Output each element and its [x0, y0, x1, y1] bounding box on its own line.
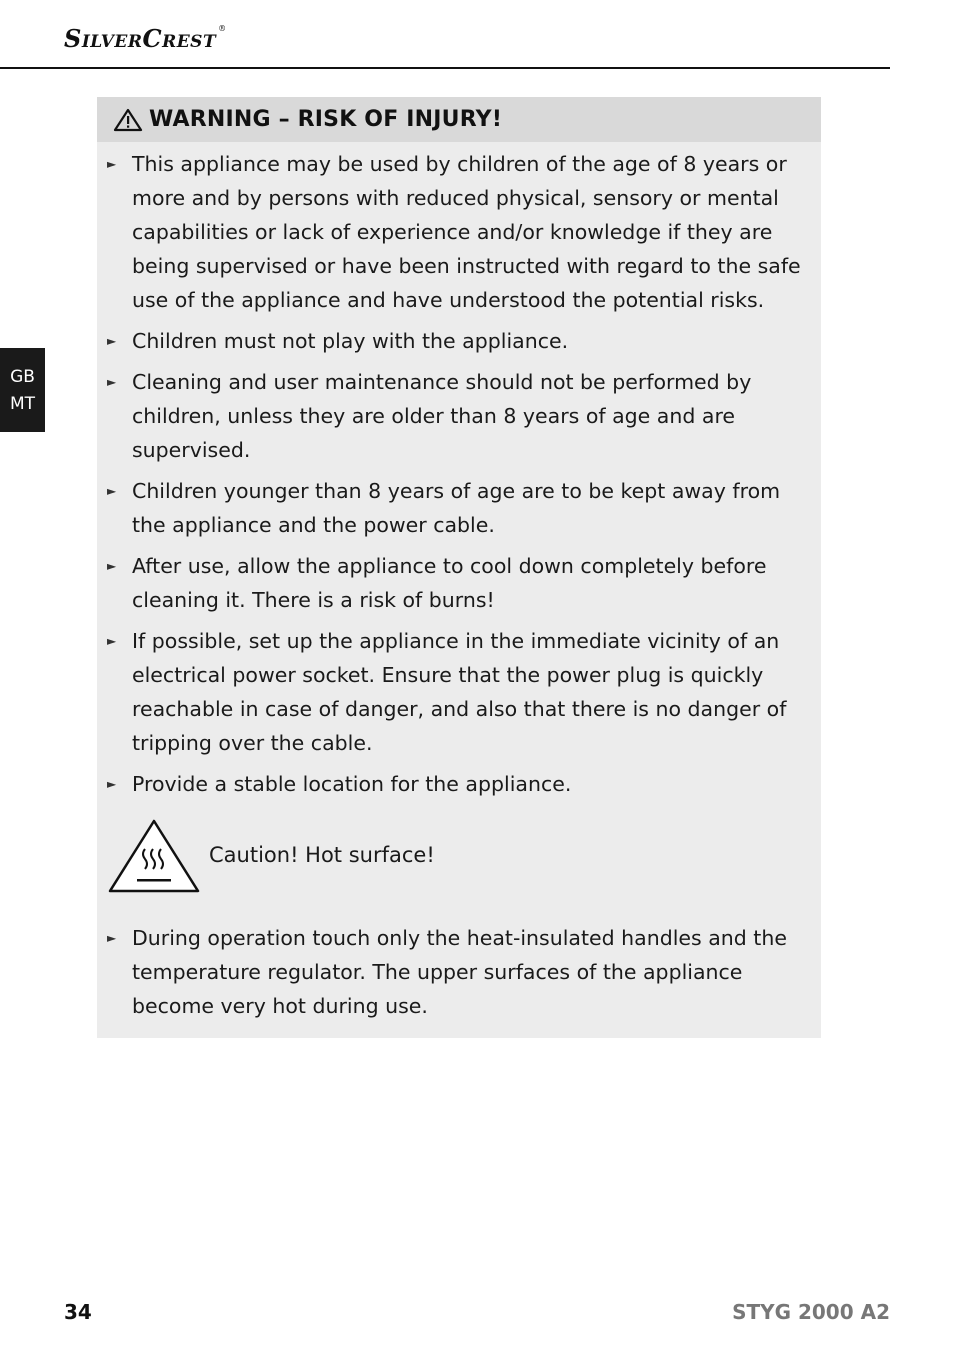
warning-header	[97, 97, 821, 142]
bullet-arrow-icon: ►	[107, 777, 117, 791]
registered-mark: ®	[218, 24, 227, 33]
list-item-text: Provide a stable location for the appliance.	[132, 772, 572, 796]
list-item	[97, 474, 821, 542]
bullet-arrow-icon: ►	[107, 634, 117, 648]
bullet-arrow-icon: ►	[107, 559, 117, 573]
hot-surface-icon	[107, 819, 201, 893]
list-item	[97, 767, 821, 801]
list-item-text: Cleaning and user maintenance should not be performed by children, unless they are older than 8 years of age and are supervised.	[132, 370, 752, 462]
list-item-text: If possible, set up the appliance in the immediate vicinity of an electrical power socket. Ensure that the power plug is quickly reachable in case of danger, and also that there is no danger of tripping over the cable.	[132, 629, 787, 755]
list-item	[97, 324, 821, 358]
warning-list	[97, 147, 821, 808]
brand-logo	[64, 24, 227, 53]
list-item-text: During operation touch only the heat-insulated handles and the temperature regulator. The upper surfaces of the appliance become very hot during use.	[132, 926, 787, 1018]
list-item-text: Children must not play with the appliance.	[132, 329, 569, 353]
caution-text: Caution! Hot surface!	[209, 843, 435, 867]
language-tab-mt: MT	[9, 394, 36, 414]
list-item	[97, 365, 821, 467]
bullet-arrow-icon: ►	[107, 375, 117, 389]
list-item	[97, 147, 821, 317]
header-rule	[0, 67, 890, 69]
model-name: STYG 2000 A2	[732, 1300, 890, 1324]
language-tab	[0, 348, 45, 432]
warning-list-after	[97, 921, 821, 1030]
language-tab-gb: GB	[10, 367, 35, 387]
list-item	[97, 549, 821, 617]
bullet-arrow-icon: ►	[107, 157, 117, 171]
bullet-arrow-icon: ►	[107, 334, 117, 348]
bullet-arrow-icon: ►	[107, 931, 117, 945]
list-item	[97, 624, 821, 760]
brand-name: SilverCrest	[64, 24, 217, 53]
list-item	[97, 921, 821, 1023]
list-item-text: Children younger than 8 years of age are to be kept away from the appliance and the power cable.	[132, 479, 781, 537]
page-number: 34	[64, 1300, 92, 1324]
warning-title: WARNING – RISK OF INJURY!	[149, 107, 503, 132]
warning-box	[97, 97, 821, 1038]
list-item-text: This appliance may be used by children of the age of 8 years or more and by persons with reduced physical, sensory or mental capabilities or lack of experience and/or knowledge if they are being supervised or have been instructed with regard to the safe use of the appliance and have understood the potential risks.	[132, 152, 801, 312]
hot-surface-caution	[107, 819, 435, 893]
warning-triangle-icon	[113, 108, 143, 132]
bullet-arrow-icon: ►	[107, 484, 117, 498]
list-item-text: After use, allow the appliance to cool down completely before cleaning it. There is a risk of burns!	[132, 554, 767, 612]
